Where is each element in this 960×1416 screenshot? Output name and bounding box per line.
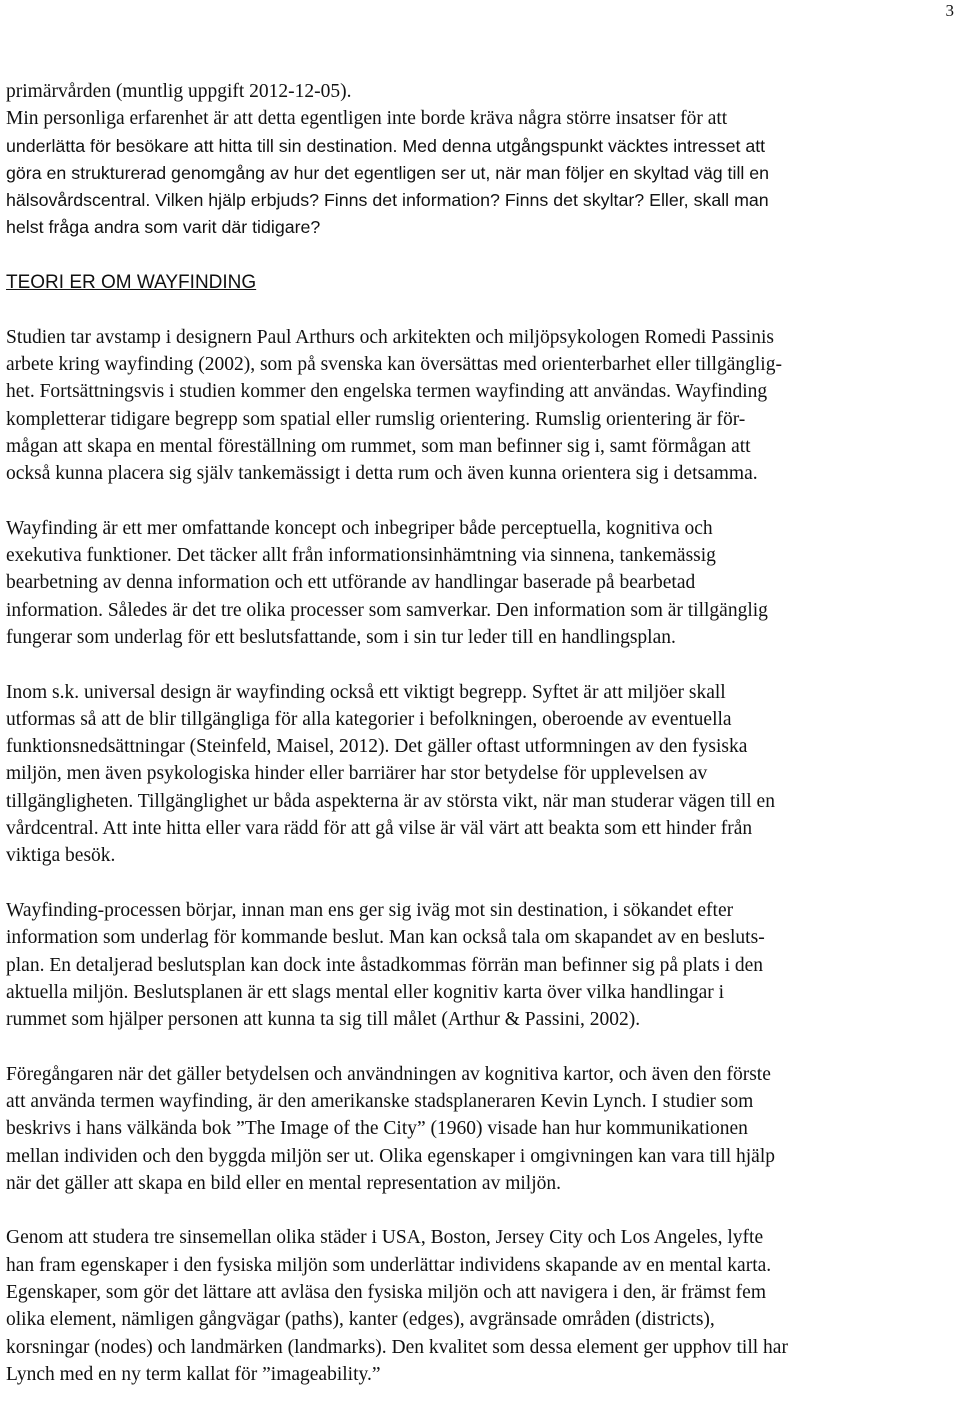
paragraph <box>6 324 952 488</box>
paragraph-line: Studien tar avstamp i designern Paul Arthurs och arkitekten och miljöpsykologen Romedi Passinis <box>6 326 774 348</box>
document-body <box>6 78 952 1416</box>
paragraph-line: när det gäller att skapa en bild eller en mental representation av miljön. <box>6 1172 561 1194</box>
paragraph-line: rummet som hjälper personen att kunna ta sig till målet (Arthur & Passini, 2002). <box>6 1009 641 1031</box>
page-number: 3 <box>945 1 954 20</box>
paragraph-line: Inom s.k. universal design är wayfinding också ett viktigt begrepp. Syftet är att miljöer skall <box>6 681 726 703</box>
paragraph-line: mågan att skapa en mental föreställning om rummet, som man befinner sig i, samt förmågan att <box>6 435 751 457</box>
paragraph <box>6 679 952 870</box>
paragraphs <box>6 324 952 1389</box>
paragraph-line: plan. En detaljerad beslutsplan kan dock inte åstadkommas förrän man befinner sig på plats i den <box>6 954 764 976</box>
section-heading: TEORI ER OM WAYFINDING <box>6 272 257 294</box>
paragraph-line: miljön, men även psykologiska hinder eller barriärer har stor betydelse för upplevelsen av <box>6 763 708 785</box>
paragraph-line: exekutiva funktioner. Det täcker allt från informationsinhämtning via sinnena, tankemässig <box>6 545 716 567</box>
paragraph-line: fungerar som underlag för ett beslutsfattande, som i sin tur leder till en handlingsplan. <box>6 626 676 648</box>
paragraph-line: beskrivs i hans välkända bok ”The Image of the City” (1960) visade han hur kommunikationen <box>6 1118 748 1140</box>
intro-line: primärvården (muntlig uppgift 2012-12-05). <box>6 81 352 102</box>
paragraph-line: också kunna placera sig själv tankemässigt i detta rum och även kunna orientera sig i detsamma. <box>6 463 758 485</box>
paragraph-line: mellan individen och den byggda miljön ser ut. Olika egenskaper i omgivningen kan vara till hjälp <box>6 1145 775 1167</box>
paragraph-line: aktuella miljön. Beslutsplanen är ett slags mental eller kognitiv karta över vilka handlingar i <box>6 981 725 1003</box>
paragraph-line: arbete kring wayfinding (2002), som på svenska kan översättas med orienterbarhet eller tillgänglig- <box>6 353 782 375</box>
paragraph-line: bearbetning av denna information och ett utförande av handlingar baserade på bearbetad <box>6 572 696 594</box>
paragraph-line: korsningar (nodes) och landmärken (landmarks). Den kvalitet som dessa element ger upphov till har <box>6 1336 788 1358</box>
paragraph <box>6 897 952 1033</box>
intro-line: Min personliga erfarenhet är att detta egentligen inte borde kräva några större insatser för att <box>6 108 728 130</box>
paragraph <box>6 515 952 651</box>
paragraph-line: Wayfinding-processen börjar, innan man ens ger sig iväg mot sin destination, i sökandet efter <box>6 899 734 921</box>
section-heading-wrap <box>6 269 952 296</box>
paragraph-line: utformas så att de blir tillgängliga för alla kategorier i befolkningen, oberoende av eventuella <box>6 708 732 730</box>
paragraph-line: vårdcentral. Att inte hitta eller vara rädd för att gå vilse är väl värt att beakta som ett hinder från <box>6 818 753 840</box>
paragraph-line: Egenskaper, som gör det lättare att avläsa den fysiska miljön och att navigera i den, är främst fem <box>6 1282 766 1304</box>
intro-paragraph <box>6 78 952 242</box>
intro-line: göra en strukturerad genomgång av hur det egentligen ser ut, när man följer en skyltad väg till en <box>6 162 770 183</box>
paragraph-line: att använda termen wayfinding, är den amerikanske stadsplaneraren Kevin Lynch. I studier som <box>6 1090 754 1112</box>
paragraph-line: viktiga besök. <box>6 845 116 867</box>
paragraph-line: information som underlag för kommande beslut. Man kan också tala om skapandet av en besluts- <box>6 927 765 949</box>
paragraph <box>6 1224 952 1388</box>
paragraph-line: Föregångaren när det gäller betydelsen och användningen av kognitiva kartor, och även den förste <box>6 1063 771 1085</box>
paragraph-line: Lynch med en ny term kallat för ”imageability.” <box>6 1363 381 1385</box>
paragraph <box>6 1061 952 1197</box>
paragraph-line: han fram egenskaper i den fysiska miljön som underlättar individens skapande av en mental karta. <box>6 1254 772 1276</box>
paragraph-line: olika element, nämligen gångvägar (paths), kanter (edges), avgränsade områden (districts), <box>6 1309 715 1331</box>
intro-line: helst fråga andra som varit där tidigare? <box>6 217 321 238</box>
paragraph-line: Wayfinding är ett mer omfattande koncept och inbegriper både perceptuella, kognitiva och <box>6 517 713 539</box>
paragraph-line: information. Således är det tre olika processer som samverkar. Den information som är tillgänglig <box>6 599 768 621</box>
paragraph-line: het. Fortsättningsvis i studien kommer den engelska termen wayfinding att användas. Wayfinding <box>6 381 768 403</box>
paragraph-line: kompletterar tidigare begrepp som spatial eller rumslig orientering. Rumslig orientering är för- <box>6 408 746 430</box>
intro-line: hälsovårdscentral. Vilken hjälp erbjuds? Finns det information? Finns det skyltar? Eller, skall man <box>6 190 769 211</box>
paragraph-line: Genom att studera tre sinsemellan olika städer i USA, Boston, Jersey City och Los Angeles, lyfte <box>6 1227 764 1249</box>
intro-line: underlätta för besökare att hitta till sin destination. Med denna utgångspunkt väcktes intresset att <box>6 135 766 156</box>
paragraph-line: funktionsnedsättningar (Steinfeld, Maisel, 2012). Det gäller oftast utformningen av den fysiska <box>6 736 748 758</box>
paragraph-line: tillgängligheten. Tillgänglighet ur båda aspekterna är av största vikt, när man studerar vägen till en <box>6 790 775 812</box>
